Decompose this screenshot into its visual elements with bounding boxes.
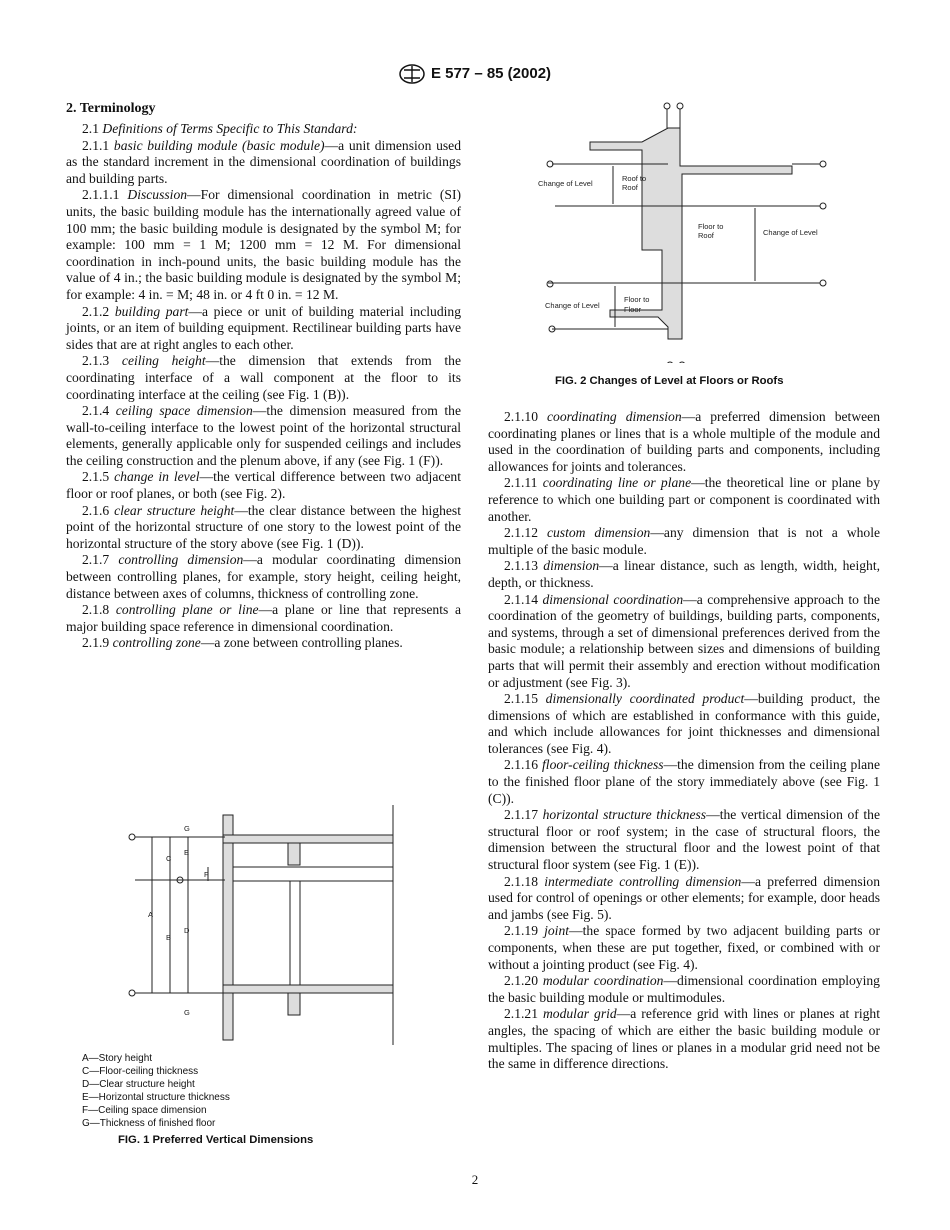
definition-text: —a plane or line that represents a major building space reference in dimensional coordination. bbox=[66, 602, 462, 634]
definition-paragraph bbox=[488, 923, 880, 973]
definition-paragraph bbox=[66, 138, 461, 188]
definition-text: —For dimensional coordination in metric (SI) units, the basic building module has the internationally agreed value of 100 mm; the basic building module is designated by the symbol M; for example: 100 mm = 1 M; 1200 mm = 12 M. For dimensional coordination in inch-pound units, the basic building module has the value of 4 in.; the basic building module is designated by the symbol M; for example: 4 in. = M; 48 in. or 4 ft 0 in. = 12 M. bbox=[66, 187, 461, 302]
standard-designation: E 577 – 85 (2002) bbox=[430, 64, 552, 82]
legend-item: E—Horizontal structure thickness bbox=[82, 1092, 230, 1103]
legend-item: A—Story height bbox=[82, 1053, 153, 1064]
legend-item: D—Clear structure height bbox=[82, 1079, 195, 1090]
section-title: 2. Terminology bbox=[66, 101, 156, 116]
definition-paragraph bbox=[488, 409, 880, 475]
definition-text: —a comprehensive approach to the coordination of the geometry of buildings, building parts, components, and systems, through a set of dimensional preferences derived from the basic module; a relationship between sizes and dimensions of building parts that will permit their assembly and erection without modification or adjustment (see Fig. 3). bbox=[488, 591, 880, 690]
definition-text: —a modular coordinating dimension between controlling planes, for example, story height, ceiling height, distance between axes of columns, thickness of controlling zone. bbox=[66, 552, 462, 601]
definition-paragraph bbox=[488, 691, 880, 757]
fig2-drawing bbox=[530, 98, 840, 363]
paragraph-number: 2.1.12 bbox=[504, 525, 538, 541]
paragraph-number: 2.1.1 bbox=[82, 137, 110, 153]
definition-text: —a preferred dimension between coordinating planes or lines that is a whole multiple of the module and used in the coordination of building parts and components, including allowances for joints and tolerances. bbox=[488, 409, 880, 474]
defined-term: floor-ceiling thickness bbox=[542, 757, 664, 773]
fig1-label-b: B bbox=[166, 933, 172, 942]
fig2-label-change-top: Change of Level bbox=[538, 179, 593, 188]
defined-term: modular grid bbox=[542, 1006, 617, 1022]
fig2-label: Roof to bbox=[622, 174, 647, 183]
paragraph-number: 2.1.18 bbox=[504, 873, 538, 889]
definition-text: —the dimension measured from the wall-to-ceiling interface to the lowest point of the horizontal structural elements, generally applicable only for suspended ceilings and includes the ceiling construction and the plenum above, if any (see Fig. 1 (F)). bbox=[66, 403, 461, 468]
definition-text: —a reference grid with lines or planes at right angles, the spacing of which are either the basic building module or multiples. The spacing of lines or planes in a modular grid need not be the same in difference directions. bbox=[488, 1006, 880, 1072]
definition-paragraph bbox=[66, 353, 461, 403]
defined-term: controlling dimension bbox=[118, 552, 244, 568]
definition-text: —the vertical difference between two adjacent floor or roof planes, or both (see Fig. 2). bbox=[66, 469, 461, 502]
definition-paragraph bbox=[488, 592, 880, 692]
fig1-drawing bbox=[120, 805, 400, 1050]
definition-text: —the clear distance between the highest point of the horizontal structure of one story to the lowest point of the horizontal structure of the story above (see Fig. 1 (D)). bbox=[66, 502, 461, 551]
definition-text: —building product, the dimensions of which are established in conformance with this guide, and which include allowances for joint thicknesses and dimensional tolerances (see Fig. 4). bbox=[488, 691, 880, 756]
definition-paragraph bbox=[66, 503, 461, 553]
defined-term: dimension bbox=[543, 558, 600, 574]
paragraph-number: 2.1.10 bbox=[504, 409, 538, 424]
paragraph-number: 2.1.6 bbox=[82, 502, 110, 518]
fig2-label-change-bottom: Change of Level bbox=[545, 301, 600, 310]
definition-paragraph bbox=[66, 552, 461, 602]
definition-paragraph bbox=[488, 807, 880, 873]
defined-term: joint bbox=[544, 923, 570, 939]
definition-text: —a unit dimension used as the standard increment in the dimensional coordination of buildings and building parts. bbox=[66, 137, 462, 186]
fig2-caption: FIG. 2 Changes of Level at Floors or Roofs bbox=[555, 375, 784, 387]
defined-term: ceiling space dimension bbox=[115, 403, 253, 419]
paragraph-number: 2.1.7 bbox=[82, 552, 110, 568]
definition-paragraph bbox=[488, 874, 880, 924]
definition-text: —any dimension that is not a whole multiple of the basic module. bbox=[488, 525, 881, 557]
definition-paragraph bbox=[66, 304, 461, 354]
fig1-label-d: D bbox=[184, 926, 190, 935]
legend-item: F—Ceiling space dimension bbox=[82, 1105, 207, 1116]
definition-text: —a piece or unit of building material including joints, or an item of building equipment. Rectilinear building parts have sides that are at right angles to each other. bbox=[66, 303, 461, 352]
definition-paragraph bbox=[66, 469, 461, 502]
defined-term: ceiling height bbox=[121, 353, 206, 369]
definition-text: —the space formed by two adjacent building parts or components, when these are put together, fixed, or combined with or without a jointing product (see Fig. 4). bbox=[488, 923, 880, 972]
definition-paragraph bbox=[66, 635, 461, 652]
definition-paragraph bbox=[66, 602, 461, 635]
astm-logo-icon bbox=[399, 64, 425, 84]
fig2-label-change-mid: Change of Level bbox=[763, 228, 818, 237]
paragraph-number: 2.1.4 bbox=[82, 403, 110, 419]
figure-1 bbox=[120, 805, 400, 1050]
definition-paragraph bbox=[488, 475, 880, 525]
paragraph-number: 2.1.2 bbox=[82, 303, 110, 319]
defined-term: Discussion bbox=[127, 187, 188, 203]
paragraph-number: 2.1.17 bbox=[504, 807, 538, 823]
paragraph-number: 2.1.11 bbox=[504, 475, 538, 491]
defined-term: horizontal structure thickness bbox=[542, 807, 707, 823]
paragraph-number: 2.1.1.1 bbox=[82, 187, 120, 203]
fig2-label: Floor to bbox=[698, 222, 724, 231]
fig1-label-e: E bbox=[184, 848, 190, 857]
definition-paragraph bbox=[488, 757, 880, 807]
figure-2 bbox=[530, 98, 840, 363]
defined-term: coordinating dimension bbox=[547, 409, 682, 424]
fig1-label-c: C bbox=[166, 854, 172, 863]
defined-term: modular coordination bbox=[542, 973, 664, 989]
definition-text: —dimensional coordination employing the basic building module or multimodules. bbox=[488, 973, 880, 1005]
defined-term: dimensional coordination bbox=[542, 591, 684, 607]
definition-paragraph bbox=[66, 187, 461, 303]
paragraph-number: 2.1.15 bbox=[504, 691, 538, 707]
paragraph-number: 2.1.9 bbox=[82, 635, 110, 651]
defined-term: basic building module (basic module) bbox=[113, 137, 325, 153]
fig1-label-a: A bbox=[148, 910, 154, 919]
fig2-label: Floor bbox=[624, 305, 642, 314]
definition-text: —the dimension from the ceiling plane to the finished floor plane of the story immediately above (see Fig. 1 (C)). bbox=[488, 757, 880, 806]
definition-text: —the vertical dimension of the structural floor or roof system; in the case of structural floors, the dimension between the structural floor and the lowest point of that structural floor system (see Fig. 1 (E)). bbox=[488, 807, 880, 873]
definition-paragraph bbox=[488, 973, 880, 1006]
fig1-label-g-top: G bbox=[184, 824, 190, 833]
defined-term: building part bbox=[114, 303, 189, 319]
fig1-legend bbox=[82, 1052, 230, 1130]
defined-term: dimensionally coordinated product bbox=[545, 691, 745, 707]
right-column bbox=[488, 409, 880, 1073]
fig1-label-f: F bbox=[204, 870, 209, 879]
paragraph-number: 2.1.3 bbox=[82, 353, 110, 369]
definition-text: —a linear distance, such as length, width, height, depth, or thickness. bbox=[488, 558, 880, 590]
defined-term: coordinating line or plane bbox=[542, 475, 692, 491]
paragraph-number: 2.1.14 bbox=[504, 591, 538, 607]
definition-paragraph bbox=[66, 121, 461, 138]
defined-term: clear structure height bbox=[114, 502, 235, 518]
definition-paragraph bbox=[488, 558, 880, 591]
paragraph-number: 2.1 bbox=[82, 121, 99, 136]
paragraph-number: 2.1.20 bbox=[504, 973, 538, 989]
definition-paragraph bbox=[66, 403, 461, 469]
definition-text: —a zone between controlling planes. bbox=[200, 635, 403, 651]
fig1-caption: FIG. 1 Preferred Vertical Dimensions bbox=[118, 1134, 314, 1146]
defined-term: change in level bbox=[114, 469, 200, 485]
definition-text: —the theoretical line or plane by reference to which one building part or component is coordinated with another. bbox=[488, 475, 880, 524]
fig2-label: Roof bbox=[622, 183, 638, 192]
definition-text: —a preferred dimension used for control of openings or other elements; for example, door heads and jambs (see Fig. 5). bbox=[488, 873, 880, 922]
paragraph-number: 2.1.5 bbox=[82, 469, 110, 485]
defined-term: custom dimension bbox=[546, 525, 651, 541]
paragraph-number: 2.1.8 bbox=[82, 602, 110, 618]
fig1-label-g-bottom: G bbox=[184, 1008, 190, 1017]
definition-paragraph bbox=[488, 525, 880, 558]
fig2-label: Floor to bbox=[624, 295, 650, 304]
left-column bbox=[66, 100, 461, 652]
paragraph-number: 2.1.13 bbox=[504, 558, 538, 574]
fig2-label: Roof bbox=[698, 231, 714, 240]
page-header bbox=[0, 64, 950, 84]
defined-term: intermediate controlling dimension bbox=[544, 873, 742, 889]
paragraph-number: 2.1.16 bbox=[504, 757, 538, 773]
legend-item: C—Floor-ceiling thickness bbox=[82, 1066, 199, 1077]
definition-text: —the dimension that extends from the coordinating interface of a wall component at the floor to its coordinating interface at the ceiling (see Fig. 1 (B)). bbox=[66, 353, 462, 402]
defined-term: controlling plane or line bbox=[115, 602, 259, 618]
definition-paragraph bbox=[488, 1006, 880, 1072]
paragraph-number: 2.1.21 bbox=[504, 1006, 538, 1022]
defined-term: Definitions of Terms Specific to This Standard: bbox=[102, 121, 358, 136]
legend-item: G—Thickness of finished floor bbox=[82, 1118, 216, 1129]
defined-term: controlling zone bbox=[112, 635, 201, 651]
paragraph-number: 2.1.19 bbox=[504, 923, 538, 939]
page-number: 2 bbox=[471, 1172, 479, 1187]
